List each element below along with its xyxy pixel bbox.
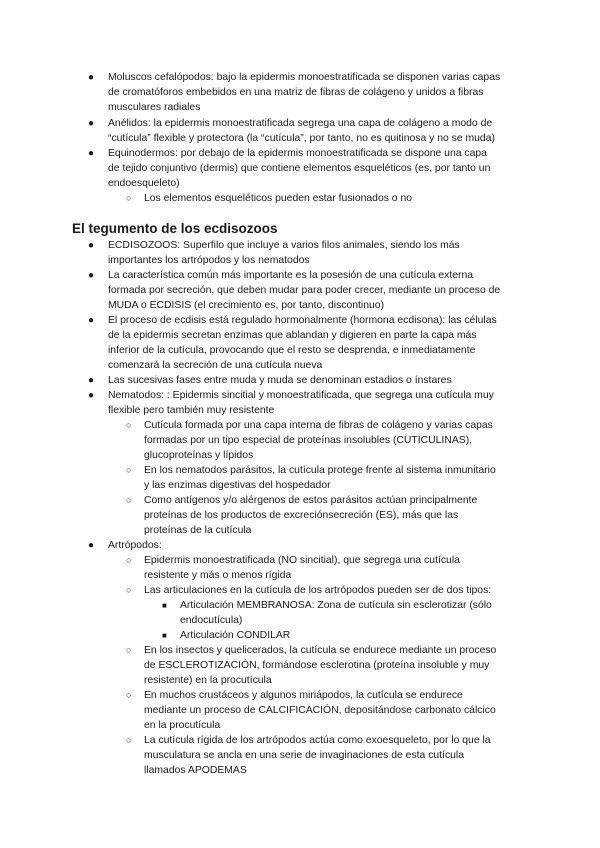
text-line: formada por secreción, que deben mudar para poder crecer, mediante un proceso de <box>108 285 501 296</box>
text-line: Equinodermos: por debajo de la epidermis monoestratificada se dispone una capa <box>108 148 487 159</box>
text-line: El proceso de ecdisis está regulado hormonalmente (hormona ecdisona): las células <box>108 315 497 326</box>
bullet-circle: ○ <box>126 585 132 595</box>
text-line: flexible pero también muy resistente <box>108 405 275 416</box>
bullet-dot: ● <box>88 72 95 83</box>
bullet-dot: ● <box>88 270 95 281</box>
text-line: llamados APODEMAS <box>144 765 247 776</box>
text-line: endocutícula) <box>180 615 243 626</box>
text-line: Epidermis monoestratificada (NO sincitial), que segrega una cutícula <box>144 555 460 566</box>
text-line: Las sucesivas fases entre muda y muda se denominan estadios o ínstares <box>108 375 452 386</box>
text-line: ECDISOZOOS: Superfilo que incluye a varios filos animales, siendo los más <box>108 240 460 251</box>
bullet-dot: ● <box>88 118 95 129</box>
bullet-circle: ○ <box>126 465 132 475</box>
text-line: La característica común más importante es la posesión de una cutícula externa <box>108 270 474 281</box>
bullet-circle: ○ <box>126 690 132 700</box>
text-line: En muchos crustáceos y algunos miriápodos, la cutícula se endurece <box>144 690 463 701</box>
text-line: importantes los artrópodos y los nematodos <box>108 255 310 266</box>
text-line: formadas por un tipo especial de proteínas insolubles (CUTICULINAS), <box>144 435 473 446</box>
text-line: proteínas de los productos de excreciónsecreción (ES), más que las <box>144 510 459 521</box>
text-line: comenzará la secreción de una cutícula nueva <box>108 360 323 371</box>
text-line: Moluscos cefalópodos: bajo la epidermis monoestratificada se disponen varias capas <box>108 72 501 83</box>
bullet-circle: ○ <box>126 645 132 655</box>
text-line: Artrópodos: <box>108 540 162 551</box>
text-line: glucoproteínas y lípidos <box>144 450 254 461</box>
text-line: Anélidos: la epidermis monoestratificada segrega una capa de colágeno a modo de <box>108 118 493 129</box>
text-line: musculatura se ancla en una serie de invaginaciones de esta cutícula <box>144 750 464 761</box>
text-line: Nematodos: : Epidermis sincitial y monoestratificada, que segrega una cutícula muy <box>108 390 494 401</box>
text-line: Los elementos esqueléticos pueden estar fusionados o no <box>144 193 413 204</box>
text-line: endoesqueleto) <box>108 178 180 189</box>
text-line: “cutícula” flexible y protectora (la “cutícula”, por tanto, no es quitinosa y no se muda) <box>108 133 495 144</box>
bullet-dot: ● <box>88 390 95 401</box>
text-line: de la epidermis secretan enzimas que ablandan y digieren en parte la capa más <box>108 330 477 341</box>
text-line: de cromatóforos embebidos en una matriz de fibras de colágeno y unidos a fibras <box>108 87 484 98</box>
text-line: Articulación MEMBRANOSA: Zona de cutícula sin esclerotizar (sólo <box>180 600 492 611</box>
text-line: Las articulaciones en la cutícula de los artrópodos pueden ser de dos tipos: <box>144 585 492 596</box>
text-line: de tejido conjuntivo (dermis) que contiene elementos esqueléticos (es, por tanto un <box>108 163 491 174</box>
bullet-dot: ● <box>88 240 95 251</box>
bullet-dot: ● <box>88 375 95 386</box>
text-line: Cutícula formada por una capa interna de fibras de colágeno y varias capas <box>144 420 493 431</box>
bullet-square: ■ <box>162 601 167 610</box>
text-line: En los nematodos parásitos, la cutícula protege frente al sistema inmunitario <box>144 465 496 476</box>
bullet-dot: ● <box>88 540 95 551</box>
text-line: resistente) en la procutícula <box>144 675 272 686</box>
text-line: de ESCLEROTIZACIÓN, formándose esclerotina (proteína insoluble y muy <box>144 660 490 671</box>
text-line: Articulación CONDILAR <box>180 630 291 641</box>
text-line: mediante un proceso de CALCIFICACIÓN, depositándose carbonato cálcico <box>144 705 496 716</box>
bullet-dot: ● <box>88 315 95 326</box>
text-line: en la procutícula <box>144 720 221 731</box>
bullet-dot: ● <box>88 148 95 159</box>
text-line: MUDA o ECDISIS (el crecimiento es, por tanto, discontinuo) <box>108 300 385 311</box>
text-line: Como antígenos y/o alérgenos de estos parásitos actúan principalmente <box>144 495 478 506</box>
section-heading: El tegumento de los ecdisozoos <box>72 221 278 236</box>
bullet-circle: ○ <box>126 420 132 430</box>
text-line: musculares radiales <box>108 102 201 113</box>
bullet-circle: ○ <box>126 495 132 505</box>
bullet-square: ■ <box>162 631 167 640</box>
bullet-circle: ○ <box>126 193 132 203</box>
text-line: inferior de la cutícula, provocando que el resto se desprenda, e inmediatamente <box>108 345 476 356</box>
text-line: proteínas de la cutícula <box>144 525 252 536</box>
text-line: La cutícula rígida de los artrópodos actúa como exoesqueleto, por lo que la <box>144 735 491 746</box>
bullet-circle: ○ <box>126 555 132 565</box>
bullet-circle: ○ <box>126 735 132 745</box>
text-line: resistente y más o menos rígida <box>144 570 292 581</box>
text-line: y las enzimas digestivas del hospedador <box>144 480 331 491</box>
text-line: En los insectos y quelicerados, la cutícula se endurece mediante un proceso <box>144 645 497 656</box>
